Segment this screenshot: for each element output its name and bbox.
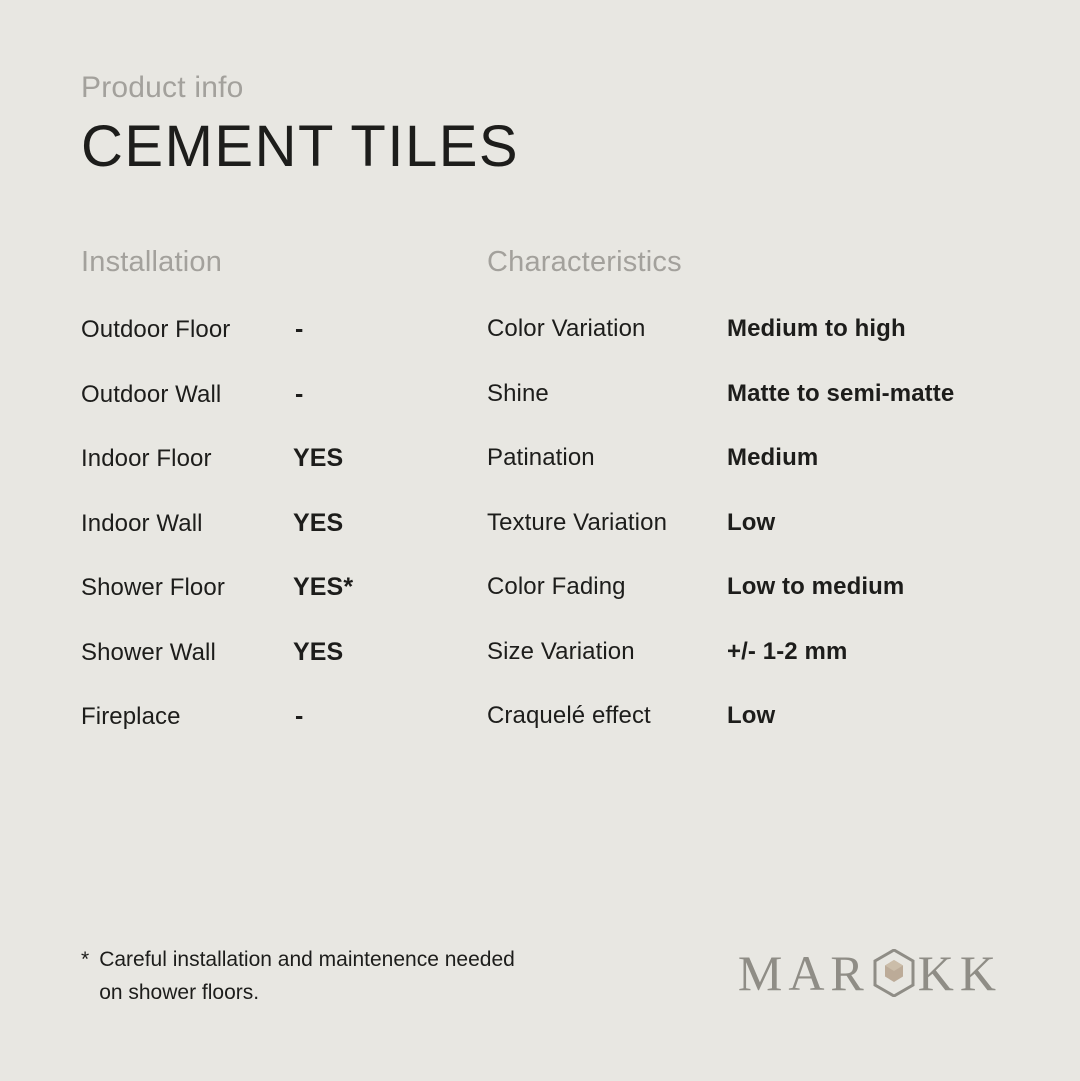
footnote <box>81 944 529 1009</box>
row-label: Patination <box>487 444 595 471</box>
characteristics-column <box>487 246 1007 767</box>
row-label: Color Fading <box>487 573 626 600</box>
row-label: Indoor Floor <box>81 445 212 472</box>
logo-wordmark <box>738 944 1002 1002</box>
footnote-text: Careful installation and maintenence needed on shower floors. <box>99 948 515 1004</box>
row-label: Texture Variation <box>487 508 668 536</box>
row-value: - <box>295 702 304 730</box>
footnote-marker: * <box>81 948 90 971</box>
table-row <box>81 380 487 445</box>
row-label: Outdoor Wall <box>81 380 222 408</box>
table-row <box>487 509 1007 574</box>
row-label: Shine <box>487 379 549 407</box>
row-value: - <box>295 379 304 408</box>
row-label: Indoor Wall <box>81 509 203 537</box>
table-row <box>487 315 1007 380</box>
row-label: Size Variation <box>487 637 635 665</box>
row-value: Medium <box>727 444 819 471</box>
row-value: Low <box>727 508 776 536</box>
row-value: YES <box>293 508 344 537</box>
logo-text-part1: MAR <box>737 945 870 1001</box>
table-row <box>487 380 1007 445</box>
table-row <box>81 638 487 703</box>
row-value: Matte to semi-matte <box>727 379 955 407</box>
row-value: Low to medium <box>727 573 905 600</box>
row-value: Low <box>727 702 776 729</box>
row-label: Color Variation <box>487 315 646 342</box>
logo-text-part2: KK <box>917 945 1002 1001</box>
table-row <box>487 702 1007 767</box>
installation-column <box>81 246 487 767</box>
spec-columns <box>81 246 1021 767</box>
row-label: Shower Floor <box>81 574 225 601</box>
table-row <box>81 444 487 509</box>
row-value: YES* <box>293 573 354 601</box>
row-value: YES <box>293 444 344 472</box>
row-label: Craquelé effect <box>487 702 651 729</box>
table-row <box>81 702 487 767</box>
row-value: +/- 1-2 mm <box>727 637 848 665</box>
row-label: Shower Wall <box>81 638 216 666</box>
row-value: Medium to high <box>727 315 906 342</box>
header <box>81 70 519 181</box>
page-title: CEMENT TILES <box>81 114 520 179</box>
table-row <box>487 638 1007 703</box>
eyebrow-label: Product info <box>81 71 244 104</box>
row-label: Outdoor Floor <box>81 316 231 343</box>
table-row <box>487 573 1007 638</box>
row-label: Fireplace <box>81 703 181 730</box>
row-value: YES <box>293 637 344 666</box>
table-row <box>81 509 487 574</box>
installation-heading: Installation <box>81 246 223 278</box>
table-row <box>81 315 487 380</box>
table-row <box>81 573 487 638</box>
characteristics-heading: Characteristics <box>487 246 682 278</box>
hexagon-logo-icon <box>873 949 915 997</box>
row-value: - <box>295 315 304 343</box>
brand-logo <box>738 946 1002 1000</box>
table-row <box>487 444 1007 509</box>
